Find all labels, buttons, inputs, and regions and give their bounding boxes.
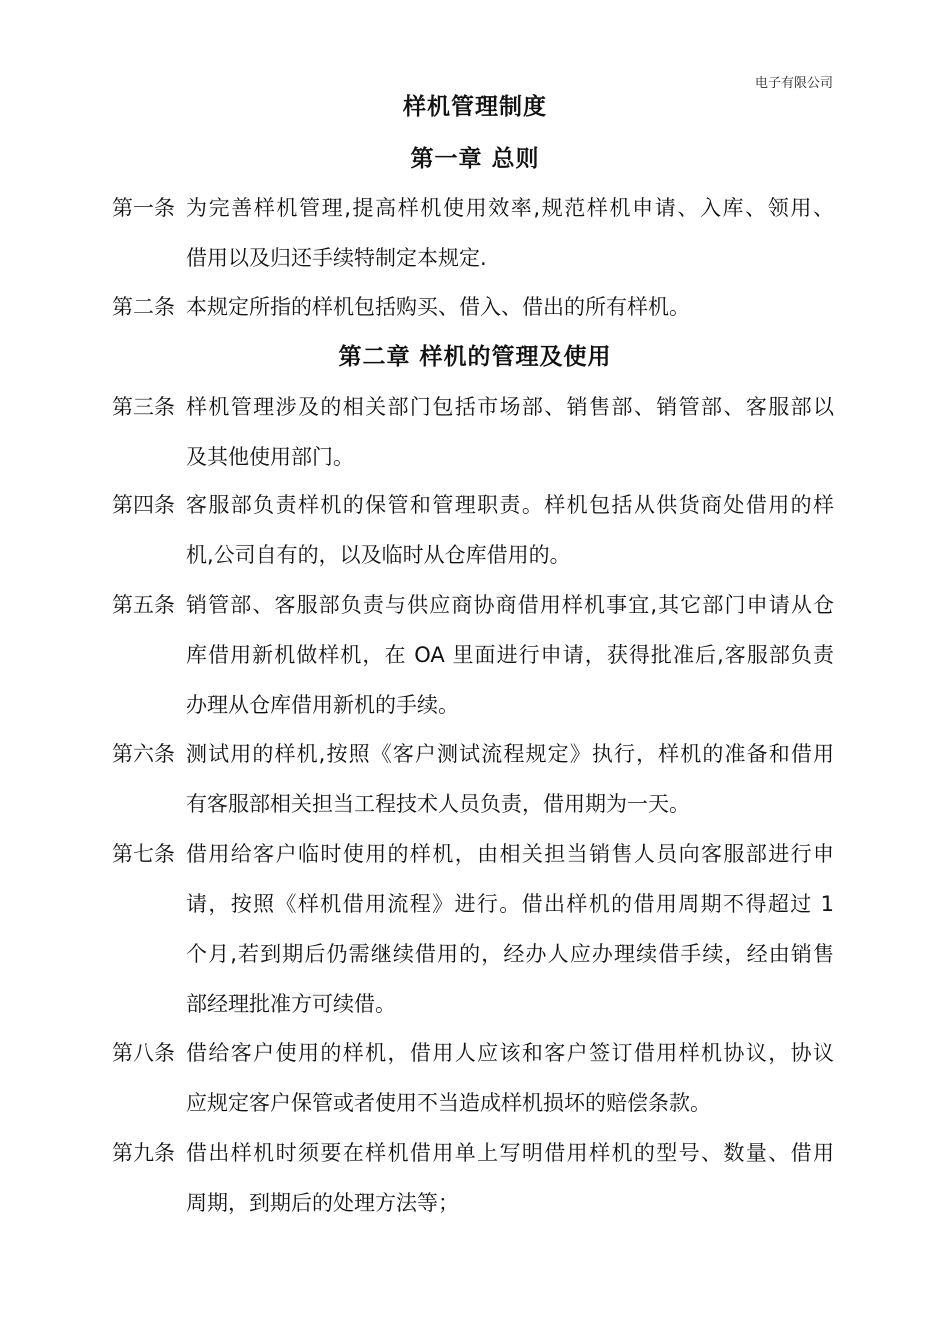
- article-7-line-4: 部经理批准方可续借。: [186, 992, 396, 1016]
- article-4: [112, 480, 834, 580]
- article-9: [112, 1128, 834, 1228]
- article-7: [112, 829, 834, 1029]
- article-3-line-1: 样机管理涉及的相关部门包括市场部、销售部、销管部、客服部以: [186, 395, 834, 419]
- article-7-line-1: 借用给客户临时使用的样机，由相关担当销售人员向客服部进行申: [186, 842, 834, 866]
- article-5-line-3: 办理从仓库借用新机的手续。: [186, 693, 459, 717]
- article-7-label: 第七条: [112, 842, 175, 866]
- article-9-line-1: 借出样机时须要在样机借用单上写明借用样机的型号、数量、借用: [186, 1141, 834, 1165]
- article-6: [112, 729, 834, 829]
- article-8-line-2: 应规定客户保管或者使用不当造成样机损坏的赔偿条款。: [186, 1091, 711, 1115]
- article-1-label: 第一条: [112, 196, 175, 220]
- article-7-line-3: 个月,若到期后仍需继续借用的，经办人应办理续借手续，经由销售: [186, 942, 834, 966]
- article-2: [112, 282, 834, 332]
- article-3-label: 第三条: [112, 395, 175, 419]
- article-8-label: 第八条: [112, 1041, 175, 1065]
- article-5-line-2: 库借用新机做样机，在 OA 里面进行申请，获得批准后,客服部负责: [186, 643, 834, 667]
- article-6-label: 第六条: [112, 742, 175, 766]
- article-2-label: 第二条: [112, 295, 175, 319]
- document-title: 样机管理制度: [403, 94, 547, 120]
- chapter-1-title: 第一章 总则: [410, 146, 540, 172]
- article-9-line-2: 周期，到期后的处理方法等；: [186, 1191, 459, 1215]
- article-2-line-1: 本规定所指的样机包括购买、借入、借出的所有样机。: [186, 295, 690, 319]
- article-3: [112, 382, 834, 482]
- article-1-line-2: 借用以及归还手续特制定本规定.: [186, 246, 487, 270]
- article-5-line-1: 销管部、客服部负责与供应商协商借用样机事宜,其它部门申请从仓: [186, 593, 834, 617]
- article-8: [112, 1028, 834, 1128]
- article-1: [112, 183, 834, 283]
- article-4-label: 第四条: [112, 493, 175, 517]
- article-7-line-2: 请，按照《样机借用流程》进行。借出样机的借用周期不得超过 1: [186, 892, 834, 916]
- chapter-2-title: 第二章 样机的管理及使用: [338, 344, 612, 370]
- article-4-line-2: 机,公司自有的，以及临时从仓库借用的。: [186, 543, 571, 567]
- article-6-line-1: 测试用的样机,按照《客户测试流程规定》执行，样机的准备和借用: [186, 742, 834, 766]
- article-8-line-1: 借给客户使用的样机，借用人应该和客户签订借用样机协议，协议: [186, 1041, 834, 1065]
- page-header-company: 电子有限公司: [754, 76, 833, 91]
- article-6-line-2: 有客服部相关担当工程技术人员负责，借用期为一天。: [186, 792, 690, 816]
- article-1-line-1: 为完善样机管理,提高样机使用效率,规范样机申请、入库、领用、: [186, 196, 834, 220]
- article-5-label: 第五条: [112, 593, 175, 617]
- article-5: [112, 580, 834, 730]
- article-9-label: 第九条: [112, 1141, 175, 1165]
- article-3-line-2: 及其他使用部门。: [186, 445, 354, 469]
- article-4-line-1: 客服部负责样机的保管和管理职责。样机包括从供货商处借用的样: [186, 493, 834, 517]
